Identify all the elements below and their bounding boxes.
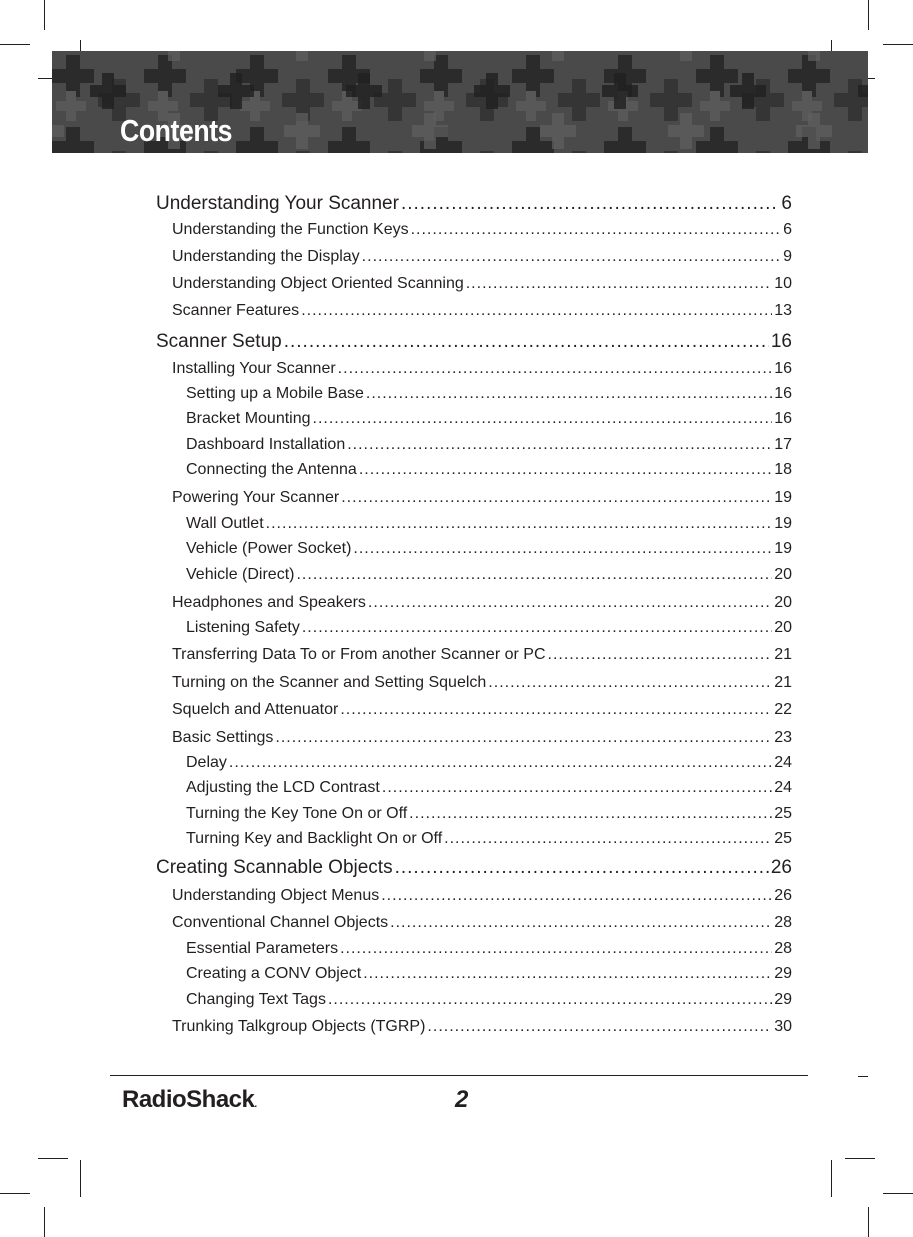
toc-entry-title: Scanner Setup xyxy=(156,331,282,352)
toc-leader-dots xyxy=(340,940,772,958)
crop-mark xyxy=(38,1158,68,1159)
toc-entry-page: 23 xyxy=(774,729,792,746)
toc-entry-page: 21 xyxy=(774,674,792,691)
toc-entry[interactable] xyxy=(172,221,792,239)
toc-entry-title: Understanding Your Scanner xyxy=(156,193,399,214)
toc-entry[interactable] xyxy=(172,360,792,378)
toc-entry-page: 6 xyxy=(781,193,792,214)
toc-leader-dots xyxy=(302,619,772,637)
toc-entry-page: 20 xyxy=(774,619,792,636)
toc-entry-page: 30 xyxy=(774,1018,792,1035)
crop-mark xyxy=(0,44,30,45)
toc-entry[interactable] xyxy=(186,566,792,584)
toc-entry-title: Trunking Talkgroup Objects (TGRP) xyxy=(172,1018,426,1035)
toc-entry-title: Scanner Features xyxy=(172,302,300,319)
crop-mark xyxy=(858,1076,868,1077)
toc-leader-dots xyxy=(362,248,781,266)
toc-entry-page: 18 xyxy=(774,461,792,478)
toc-entry-title: Vehicle (Direct) xyxy=(186,566,295,583)
toc-entry-title: Turning Key and Backlight On or Off xyxy=(186,830,443,847)
toc-leader-dots xyxy=(341,489,772,507)
toc-entry-page: 24 xyxy=(774,754,792,771)
crop-mark xyxy=(44,1207,45,1237)
toc-entry[interactable] xyxy=(186,830,792,848)
toc-entry-title: Squelch and Attenuator xyxy=(172,701,339,718)
toc-entry-title: Essential Parameters xyxy=(186,940,339,957)
toc-entry[interactable] xyxy=(172,275,792,293)
toc-entry-title: Headphones and Speakers xyxy=(172,594,366,611)
toc-entry[interactable] xyxy=(186,805,792,823)
crop-mark xyxy=(883,1193,913,1194)
toc-entry[interactable] xyxy=(172,887,792,905)
toc-entry[interactable] xyxy=(186,436,792,454)
toc-entry-page: 25 xyxy=(774,830,792,847)
toc-entry[interactable] xyxy=(172,646,792,664)
toc-entry[interactable] xyxy=(156,193,792,215)
toc-entry-page: 6 xyxy=(783,221,792,238)
crop-mark xyxy=(0,1193,30,1194)
toc-entry-title: Powering Your Scanner xyxy=(172,489,340,506)
toc-entry-title: Setting up a Mobile Base xyxy=(186,385,364,402)
toc-leader-dots xyxy=(488,674,772,692)
toc-leader-dots xyxy=(340,701,772,719)
toc-entry-title: Bracket Mounting xyxy=(186,410,311,427)
brand-logo xyxy=(122,1086,257,1114)
toc-entry-title: Understanding Object Menus xyxy=(172,887,380,904)
toc-entry-title: Turning the Key Tone On or Off xyxy=(186,805,408,822)
toc-entry[interactable] xyxy=(172,248,792,266)
toc-entry-page: 16 xyxy=(774,410,792,427)
toc-leader-dots xyxy=(395,857,769,879)
toc-entry-page: 26 xyxy=(774,887,792,904)
crop-mark xyxy=(80,1160,81,1197)
toc-entry-page: 26 xyxy=(770,857,792,878)
toc-entry-page: 29 xyxy=(774,965,792,982)
toc-entry-title: Understanding the Display xyxy=(172,248,360,265)
toc-entry[interactable] xyxy=(172,594,792,612)
toc-leader-dots xyxy=(363,965,772,983)
toc-entry-page: 16 xyxy=(774,385,792,402)
toc-entry-page: 20 xyxy=(774,594,792,611)
toc-entry[interactable] xyxy=(172,914,792,932)
toc-entry-title: Conventional Channel Objects xyxy=(172,914,389,931)
toc-leader-dots xyxy=(313,410,773,428)
toc-leader-dots xyxy=(382,779,772,797)
toc-leader-dots xyxy=(381,887,772,905)
toc-entry[interactable] xyxy=(172,701,792,719)
brand-dot: . xyxy=(254,1099,257,1110)
crop-mark xyxy=(868,0,869,30)
toc-entry[interactable] xyxy=(186,385,792,403)
toc-leader-dots xyxy=(328,991,772,1009)
toc-entry-title: Basic Settings xyxy=(172,729,274,746)
toc-entry[interactable] xyxy=(186,991,792,1009)
brand-name: RadioShack xyxy=(122,1086,255,1113)
toc-entry-page: 28 xyxy=(774,940,792,957)
header-banner xyxy=(52,51,868,153)
crop-mark xyxy=(845,1158,875,1159)
toc-entry-title: Transferring Data To or From another Scanner or PC xyxy=(172,646,546,663)
toc-entry[interactable] xyxy=(186,779,792,797)
toc-entry-title: Turning on the Scanner and Setting Squelch xyxy=(172,674,487,691)
toc-entry[interactable] xyxy=(156,857,792,879)
toc-entry[interactable] xyxy=(172,729,792,747)
toc-leader-dots xyxy=(548,646,773,664)
toc-leader-dots xyxy=(301,302,772,320)
toc-leader-dots xyxy=(275,729,772,747)
toc-entry-title: Installing Your Scanner xyxy=(172,360,336,377)
toc-entry-title: Creating a CONV Object xyxy=(186,965,362,982)
toc-entry[interactable] xyxy=(186,461,792,479)
toc-entry-title: Connecting the Antenna xyxy=(186,461,357,478)
toc-entry-page: 29 xyxy=(774,991,792,1008)
toc-entry[interactable] xyxy=(186,965,792,983)
toc-entry[interactable] xyxy=(172,1018,792,1036)
toc-leader-dots xyxy=(338,360,773,378)
crop-mark xyxy=(44,0,45,30)
toc-entry-page: 21 xyxy=(774,646,792,663)
toc-entry-title: Dashboard Installation xyxy=(186,436,346,453)
toc-entry-page: 19 xyxy=(774,515,792,532)
toc-entry[interactable] xyxy=(186,940,792,958)
toc-entry-title: Wall Outlet xyxy=(186,515,264,532)
toc-entry-title: Understanding Object Oriented Scanning xyxy=(172,275,464,292)
toc-leader-dots xyxy=(368,594,772,612)
toc-entry-page: 24 xyxy=(774,779,792,796)
toc-leader-dots xyxy=(347,436,772,454)
toc-leader-dots xyxy=(296,566,772,584)
toc-leader-dots xyxy=(366,385,772,403)
toc-entry-page: 20 xyxy=(774,566,792,583)
toc-entry-page: 22 xyxy=(774,701,792,718)
toc-leader-dots xyxy=(401,193,779,215)
toc-entry[interactable] xyxy=(186,540,792,558)
toc-leader-dots xyxy=(266,515,773,533)
toc-entry[interactable] xyxy=(186,515,792,533)
toc-entry[interactable] xyxy=(172,489,792,507)
toc-entry-title: Changing Text Tags xyxy=(186,991,326,1008)
toc-leader-dots xyxy=(409,805,772,823)
toc-entry-title: Understanding the Function Keys xyxy=(172,221,409,238)
toc-entry-page: 19 xyxy=(774,489,792,506)
toc-entry[interactable] xyxy=(186,754,792,772)
crop-mark xyxy=(831,1160,832,1197)
page-number: 2 xyxy=(455,1086,469,1113)
toc-leader-dots xyxy=(359,461,772,479)
toc-entry-title: Listening Safety xyxy=(186,619,300,636)
page-title: Contents xyxy=(120,113,233,148)
toc-leader-dots xyxy=(284,331,769,353)
toc-entry[interactable] xyxy=(186,410,792,428)
toc-leader-dots xyxy=(353,540,772,558)
toc-entry[interactable] xyxy=(172,302,792,320)
toc-leader-dots xyxy=(390,914,772,932)
toc-entry-page: 17 xyxy=(774,436,792,453)
toc-entry-page: 19 xyxy=(774,540,792,557)
toc-leader-dots xyxy=(411,221,782,239)
toc-entry-title: Vehicle (Power Socket) xyxy=(186,540,352,557)
toc-entry-title: Delay xyxy=(186,754,227,771)
toc-entry-page: 25 xyxy=(774,805,792,822)
toc-entry-page: 10 xyxy=(774,275,792,292)
toc-entry-title: Adjusting the LCD Contrast xyxy=(186,779,380,796)
crop-mark xyxy=(883,44,913,45)
toc-leader-dots xyxy=(466,275,772,293)
toc-leader-dots xyxy=(229,754,772,772)
toc-entry[interactable] xyxy=(186,619,792,637)
crop-mark xyxy=(868,1207,869,1237)
toc-leader-dots xyxy=(444,830,772,848)
toc-entry-page: 16 xyxy=(774,360,792,377)
toc-entry[interactable] xyxy=(156,331,792,353)
toc-entry-page: 9 xyxy=(783,248,792,265)
footer-divider xyxy=(110,1075,808,1076)
toc-leader-dots xyxy=(427,1018,772,1036)
toc-entry-page: 16 xyxy=(770,331,792,352)
toc-entry-title: Creating Scannable Objects xyxy=(156,857,393,878)
toc-entry-page: 13 xyxy=(774,302,792,319)
toc-entry-page: 28 xyxy=(774,914,792,931)
toc-entry[interactable] xyxy=(172,674,792,692)
